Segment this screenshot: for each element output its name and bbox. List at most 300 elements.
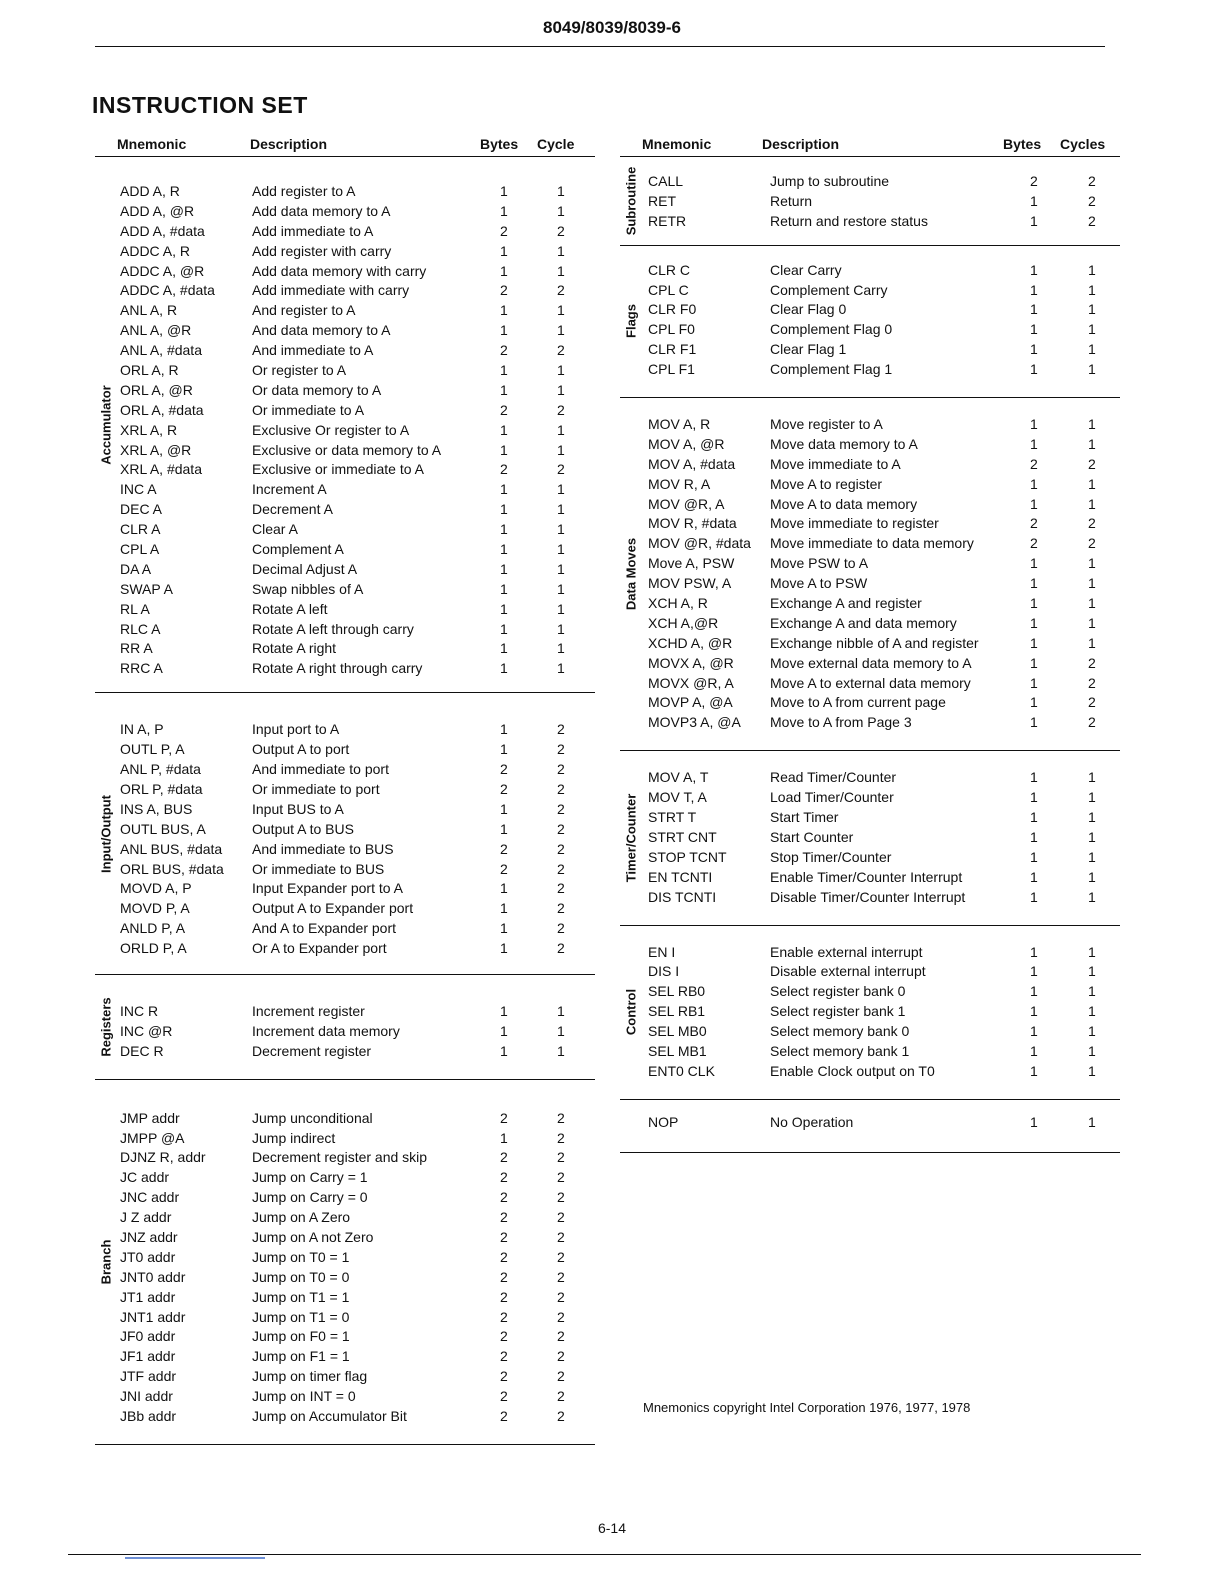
cell-description: Output A to Expander port [252,900,414,917]
cell-mnemonic: MOV A, R [648,416,711,433]
cell-cycles: 1 [557,322,565,339]
cell-bytes: 1 [1030,555,1038,572]
instruction-row [95,1227,595,1247]
cell-bytes: 1 [1030,963,1038,980]
cell-cycles: 1 [557,640,565,657]
cell-description: Return and restore status [770,212,928,229]
instruction-row [620,414,1120,434]
cell-description: Decimal Adjust A [252,560,358,577]
cell-cycles: 2 [557,1228,565,1245]
cell-cycles: 2 [1088,515,1096,532]
cell-bytes: 1 [500,322,508,339]
instruction-row [620,981,1120,1001]
instruction-row [95,1187,595,1207]
cell-bytes: 2 [500,1328,508,1345]
cell-cycles: 1 [1088,789,1096,806]
instruction-row [620,942,1120,962]
cell-description: Or immediate to BUS [252,860,385,877]
header-mnemonic: Mnemonic [117,136,187,152]
group-label-text: Registers [98,997,114,1057]
cell-cycles: 1 [557,362,565,379]
cell-mnemonic: NOP [648,1113,679,1130]
cell-description: Increment register [252,1002,365,1019]
cell-cycles: 2 [1088,674,1096,691]
instruction-row [620,474,1120,494]
cell-mnemonic: RR A [120,640,153,657]
cell-bytes: 2 [500,1368,508,1385]
cell-description: Decrement A [252,501,333,518]
cell-cycles: 1 [1088,1023,1096,1040]
header-bytes: Bytes [1003,136,1042,152]
cell-description: Move A to PSW [770,575,868,592]
cell-bytes: 2 [500,1288,508,1305]
cell-bytes: 1 [1030,416,1038,433]
instruction-row [95,839,595,859]
instruction-row [95,559,595,579]
instruction-row [620,359,1120,379]
cell-description: Move A to external data memory [770,674,971,691]
cell-bytes: 1 [1030,809,1038,826]
instruction-row [95,619,595,639]
cell-mnemonic: OUTL P, A [120,741,185,758]
cell-mnemonic: JNI addr [120,1388,173,1405]
cell-mnemonic: JTF addr [120,1368,177,1385]
instruction-row [620,692,1120,712]
instruction-row [95,819,595,839]
group-data-moves [620,398,1120,751]
cell-mnemonic: RRC A [120,660,163,677]
cell-cycles: 2 [1088,654,1096,671]
instruction-row [620,553,1120,573]
cell-bytes: 1 [500,660,508,677]
cell-description: Move to A from Page 3 [770,714,912,731]
cell-bytes: 2 [500,780,508,797]
instruction-row [95,201,595,221]
cell-description: Select memory bank 1 [770,1042,910,1059]
instruction-row [95,459,595,479]
cell-mnemonic: JT1 addr [120,1288,176,1305]
instruction-row [620,494,1120,514]
cell-description: Enable Clock output on T0 [770,1062,935,1079]
cell-description: Jump on A not Zero [252,1228,374,1245]
cell-mnemonic: JC addr [120,1169,170,1186]
cell-mnemonic: DEC A [120,501,163,518]
cell-mnemonic: MOVD P, A [120,900,190,917]
cell-description: Input port to A [252,721,340,738]
cell-description: Add immediate to A [252,222,374,239]
instruction-row [620,533,1120,553]
cell-description: And data memory to A [252,322,391,339]
instruction-row [620,434,1120,454]
instruction-row [95,759,595,779]
cell-description: Complement Flag 0 [770,321,893,338]
cell-bytes: 2 [500,1388,508,1405]
cell-mnemonic: ANL A, @R [120,322,192,339]
instruction-row [620,1021,1120,1041]
instruction-row [620,211,1120,231]
cell-description: Decrement register and skip [252,1149,428,1166]
cell-bytes: 2 [500,1407,508,1424]
instruction-row [95,579,595,599]
instruction-row [95,340,595,360]
group-input-output [95,693,595,975]
cell-cycles: 1 [1088,555,1096,572]
cell-cycles: 2 [1088,535,1096,552]
cell-bytes: 2 [500,860,508,877]
cell-description: Jump unconditional [252,1109,373,1126]
cell-description: Move PSW to A [770,555,869,572]
cell-mnemonic: ANL P, #data [120,761,201,778]
page-number: 6-14 [597,1520,627,1536]
page-title: INSTRUCTION SET [92,92,308,118]
instruction-row [620,319,1120,339]
cell-mnemonic: ORL A, R [120,362,179,379]
cell-bytes: 1 [1030,1003,1038,1020]
instruction-row [95,380,595,400]
cell-cycles: 2 [1088,455,1096,472]
instruction-row [95,898,595,918]
cell-mnemonic: MOV A, T [648,769,709,786]
cell-mnemonic: MOVP A, @A [648,694,733,711]
cell-description: Move to A from current page [770,694,946,711]
instruction-row [95,221,595,241]
instruction-row [95,918,595,938]
cell-cycles: 1 [1088,321,1096,338]
cell-mnemonic: CLR F0 [648,301,697,318]
cell-mnemonic: CPL A [120,541,160,558]
cell-mnemonic: MOV @R, A [648,495,725,512]
cell-mnemonic: MOV PSW, A [648,575,732,592]
cell-mnemonic: JF0 addr [120,1328,176,1345]
instruction-row [620,867,1120,887]
cell-cycles: 2 [557,860,565,877]
cell-description: Exclusive or data memory to A [252,441,442,458]
cell-bytes: 1 [1030,1042,1038,1059]
cell-mnemonic: JNC addr [120,1189,180,1206]
cell-description: Jump on F1 = 1 [252,1348,350,1365]
cell-bytes: 1 [500,183,508,199]
cell-mnemonic: INC A [120,481,157,498]
cell-mnemonic: STRT CNT [648,828,717,845]
instruction-row [620,1061,1120,1081]
cell-bytes: 1 [500,580,508,597]
cell-description: Jump on T1 = 0 [252,1308,350,1325]
cell-description: Clear Flag 0 [770,301,847,318]
instruction-row [95,320,595,340]
cell-cycles: 2 [557,800,565,817]
cell-cycles: 2 [557,1189,565,1206]
cell-mnemonic: ORL BUS, #data [120,860,224,877]
cell-description: Jump on Carry = 0 [252,1189,368,1206]
cell-mnemonic: ANL A, R [120,302,178,319]
cell-mnemonic: ANLD P, A [120,920,186,937]
cell-description: Exchange nibble of A and register [770,634,979,651]
instruction-row [620,653,1120,673]
left-table-header [95,128,595,157]
instruction-row [620,887,1120,907]
cell-cycles: 1 [557,560,565,577]
cell-mnemonic: OUTL BUS, A [120,820,206,837]
header-cycles: Cycles [1060,136,1106,152]
instruction-row [95,1386,595,1406]
cell-cycles: 2 [557,721,565,738]
header-description: Description [250,136,328,152]
cell-bytes: 1 [500,381,508,398]
cell-bytes: 2 [500,401,508,418]
cell-description: Rotate A right through carry [252,660,423,677]
cell-bytes: 1 [500,362,508,379]
cell-cycles: 2 [1088,212,1096,229]
cell-bytes: 1 [500,1022,508,1039]
cell-mnemonic: RL A [120,600,150,617]
group-misc [620,1100,1120,1153]
cell-mnemonic: DIS I [648,963,680,980]
instruction-row [95,1128,595,1148]
group-registers [95,975,595,1080]
cell-cycles: 1 [1088,963,1096,980]
cell-cycles: 2 [557,1328,565,1345]
cell-description: Input Expander port to A [252,880,403,897]
cell-description: Disable external interrupt [770,963,926,980]
instruction-row [95,1406,595,1426]
cell-description: Exclusive Or register to A [252,421,410,438]
cell-cycles: 1 [1088,848,1096,865]
cell-mnemonic: STOP TCNT [648,848,727,865]
cell-bytes: 2 [500,1228,508,1245]
cell-description: Swap nibbles of A [252,580,364,597]
cell-cycles: 1 [1088,361,1096,378]
cell-bytes: 1 [1030,495,1038,512]
instruction-row [620,171,1120,191]
cell-mnemonic: MOV A, @R [648,435,725,452]
cell-mnemonic: CALL [648,173,684,189]
cell-cycles: 2 [1088,173,1096,189]
cell-cycles: 2 [557,840,565,857]
cell-cycles: 2 [557,1149,565,1166]
instruction-row [95,1267,595,1287]
cell-description: Complement Carry [770,281,888,298]
cell-cycles: 1 [1088,769,1096,786]
cell-cycles: 2 [557,1169,565,1186]
cell-cycles: 1 [557,481,565,498]
cell-description: Enable external interrupt [770,943,923,960]
instruction-row [620,280,1120,300]
group-label-text: Input/Output [98,794,114,873]
cell-bytes: 1 [1030,1023,1038,1040]
cell-bytes: 2 [500,1268,508,1285]
cell-mnemonic: MOVX A, @R [648,654,734,671]
cell-mnemonic: JMP addr [120,1109,180,1126]
instruction-row [95,400,595,420]
cell-cycles: 1 [557,501,565,518]
instruction-row [620,827,1120,847]
cell-mnemonic: INS A, BUS [120,800,193,817]
cell-mnemonic: XRL A, R [120,421,178,438]
cell-cycles: 1 [1088,301,1096,318]
cell-cycles: 1 [1088,983,1096,1000]
cell-description: Move data memory to A [770,435,918,452]
cell-bytes: 1 [1030,943,1038,960]
instruction-row [95,638,595,658]
cell-description: Decrement register [252,1042,372,1059]
cell-cycles: 2 [557,461,565,478]
cell-cycles: 1 [557,242,565,259]
instruction-row [95,938,595,958]
cell-bytes: 2 [500,1308,508,1325]
cell-cycles: 1 [557,541,565,558]
instruction-row [95,1207,595,1227]
cell-bytes: 2 [500,1209,508,1226]
instruction-row [95,539,595,559]
cell-bytes: 2 [500,1109,508,1126]
cell-description: Rotate A left [252,600,328,617]
instruction-row [620,260,1120,280]
cell-mnemonic: CPL F0 [648,321,695,338]
cell-cycles: 2 [557,1308,565,1325]
cell-cycles: 1 [1088,888,1096,905]
group-subroutine [620,157,1120,246]
cell-cycles: 1 [1088,1062,1096,1079]
instruction-row [620,454,1120,474]
cell-mnemonic: EN I [648,943,676,960]
cell-mnemonic: ORL P, #data [120,780,203,797]
cell-mnemonic: J Z addr [120,1209,172,1226]
cell-cycles: 2 [557,920,565,937]
instruction-row [95,1167,595,1187]
cell-bytes: 1 [1030,674,1038,691]
cell-description: Clear A [252,521,298,538]
cell-bytes: 1 [500,501,508,518]
cell-mnemonic: EN TCNTI [648,868,713,885]
cell-bytes: 1 [500,940,508,957]
instruction-row [620,1112,1120,1132]
cell-mnemonic: MOV T, A [648,789,707,806]
cell-mnemonic: ADD A, R [120,183,180,199]
cell-bytes: 1 [1030,435,1038,452]
cell-description: Add data memory with carry [252,262,427,279]
link-underline [125,1557,265,1559]
cell-mnemonic: CLR A [120,521,161,538]
cell-mnemonic: ADDC A, #data [120,282,215,299]
cell-cycles: 1 [557,521,565,538]
cell-bytes: 1 [1030,595,1038,612]
cell-cycles: 2 [557,1109,565,1126]
cell-cycles: 1 [1088,435,1096,452]
group-label-text: Control [623,989,639,1036]
instruction-row [95,1287,595,1307]
cell-bytes: 1 [1030,789,1038,806]
cell-description: Move A to data memory [770,495,918,512]
cell-mnemonic: MOV R, A [648,475,711,492]
instruction-row [95,599,595,619]
cell-mnemonic: ANL BUS, #data [120,840,223,857]
cell-cycles: 2 [557,1129,565,1146]
cell-description: Jump indirect [252,1129,336,1146]
instruction-row [95,181,595,201]
instruction-row [95,779,595,799]
instruction-row [620,299,1120,319]
cell-cycles: 1 [557,183,565,199]
cell-bytes: 1 [1030,212,1038,229]
cell-cycles: 1 [557,302,565,319]
instruction-row [95,360,595,380]
group-label-text: Data Moves [623,538,639,611]
cell-mnemonic: SWAP A [120,580,173,597]
cell-bytes: 1 [1030,828,1038,845]
cell-description: Jump on INT = 0 [252,1388,356,1405]
right-instruction-table [620,128,1120,1153]
cell-description: Complement Flag 1 [770,361,893,378]
cell-bytes: 1 [500,441,508,458]
cell-description: Add register to A [252,183,356,199]
cell-bytes: 1 [500,920,508,937]
cell-bytes: 1 [1030,983,1038,1000]
header-description: Description [762,136,840,152]
cell-description: Move A to register [770,475,883,492]
cell-bytes: 2 [500,222,508,239]
cell-bytes: 1 [1030,694,1038,711]
cell-description: Clear Flag 1 [770,341,847,358]
right-table-header [620,128,1120,157]
instruction-row [95,1346,595,1366]
cell-mnemonic: CLR F1 [648,341,697,358]
instruction-row [95,1021,595,1041]
cell-bytes: 1 [1030,634,1038,651]
cell-bytes: 2 [500,761,508,778]
cell-bytes: 2 [1030,173,1038,189]
cell-bytes: 1 [500,202,508,219]
cell-cycles: 1 [1088,828,1096,845]
instruction-row [95,658,595,678]
cell-cycles: 1 [1088,261,1096,278]
cell-cycles: 2 [557,900,565,917]
cell-description: Increment data memory [252,1022,400,1039]
cell-description: Add register with carry [252,242,392,259]
cell-mnemonic: ORLD P, A [120,940,187,957]
instruction-row [95,1108,595,1128]
cell-mnemonic: SEL RB1 [648,1003,706,1020]
cell-bytes: 2 [500,1248,508,1265]
cell-bytes: 1 [1030,192,1038,209]
footer-rule [68,1554,1141,1555]
cell-description: Increment A [252,481,327,498]
cell-mnemonic: MOVD A, P [120,880,192,897]
instruction-row [620,513,1120,533]
cell-mnemonic: JT0 addr [120,1248,176,1265]
instruction-row [95,799,595,819]
cell-cycles: 1 [557,600,565,617]
cell-cycles: 1 [1088,595,1096,612]
cell-cycles: 2 [1088,192,1096,209]
cell-cycles: 2 [557,1368,565,1385]
cell-bytes: 1 [1030,1062,1038,1079]
cell-description: Or immediate to A [252,401,365,418]
cell-bytes: 1 [500,600,508,617]
cell-mnemonic: INC R [120,1002,159,1019]
cell-bytes: 1 [500,481,508,498]
cell-mnemonic: SEL MB0 [648,1023,707,1040]
group-flags [620,246,1120,398]
group-label-text: Branch [98,1239,114,1285]
cell-bytes: 1 [1030,714,1038,731]
group-control [620,926,1120,1100]
cell-cycles: 1 [1088,1003,1096,1020]
cell-description: Select memory bank 0 [770,1023,910,1040]
instruction-row [95,1307,595,1327]
cell-mnemonic: ADD A, #data [120,222,205,239]
instruction-row [95,1041,595,1061]
cell-description: Read Timer/Counter [770,769,897,786]
